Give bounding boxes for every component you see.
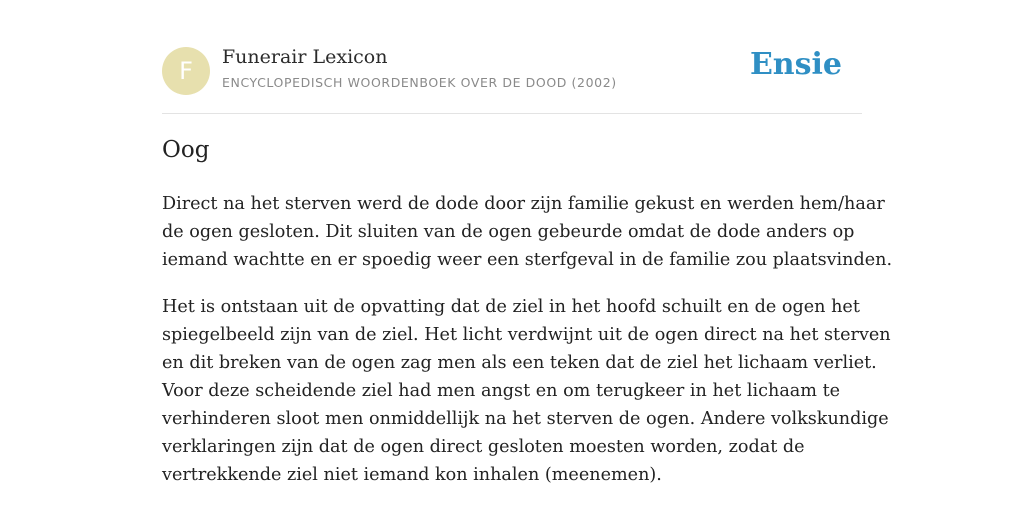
page (162, 0, 893, 485)
paragraph-line: vertrekkende ziel niet iemand kon inhalen (meenemen). (162, 465, 662, 485)
source-subtitle: ENCYCLOPEDISCH WOORDENBOEK OVER DE DOOD (2002) (222, 75, 617, 90)
paragraph-line: spiegelbeeld zijn van de ziel. Het licht verdwijnt uit de ogen direct na het sterven (162, 325, 891, 345)
source-avatar[interactable]: F (162, 47, 210, 95)
entry-paragraph-1 (162, 190, 893, 274)
entry-title: Oog (162, 137, 210, 163)
source-title-link[interactable]: Funerair Lexicon (222, 46, 388, 68)
paragraph-line: Direct na het sterven werd de dode door zijn familie gekust en werden hem/haar (162, 194, 885, 214)
paragraph-line: iemand wachtte en er spoedig weer een sterfgeval in de familie zou plaatsvinden. (162, 250, 893, 270)
ensie-logo[interactable]: Ensie (749, 47, 842, 82)
paragraph-line: de ogen gesloten. Dit sluiten van de ogen gebeurde omdat de dode anders op (162, 222, 855, 242)
entry-paragraph-2 (162, 293, 891, 489)
paragraph-line: verklaringen zijn dat de ogen direct gesloten moesten worden, zodat de (162, 437, 805, 457)
paragraph-line: Voor deze scheidende ziel had men angst en om terugkeer in het lichaam te (162, 381, 841, 401)
source-header (162, 0, 862, 114)
paragraph-line: en dit breken van de ogen zag men als een teken dat de ziel het lichaam verliet. (162, 353, 877, 373)
paragraph-line: verhinderen sloot men onmiddellijk na het sterven de ogen. Andere volkskundige (162, 409, 889, 429)
paragraph-line: Het is ontstaan uit de opvatting dat de ziel in het hoofd schuilt en de ogen het (162, 297, 860, 317)
